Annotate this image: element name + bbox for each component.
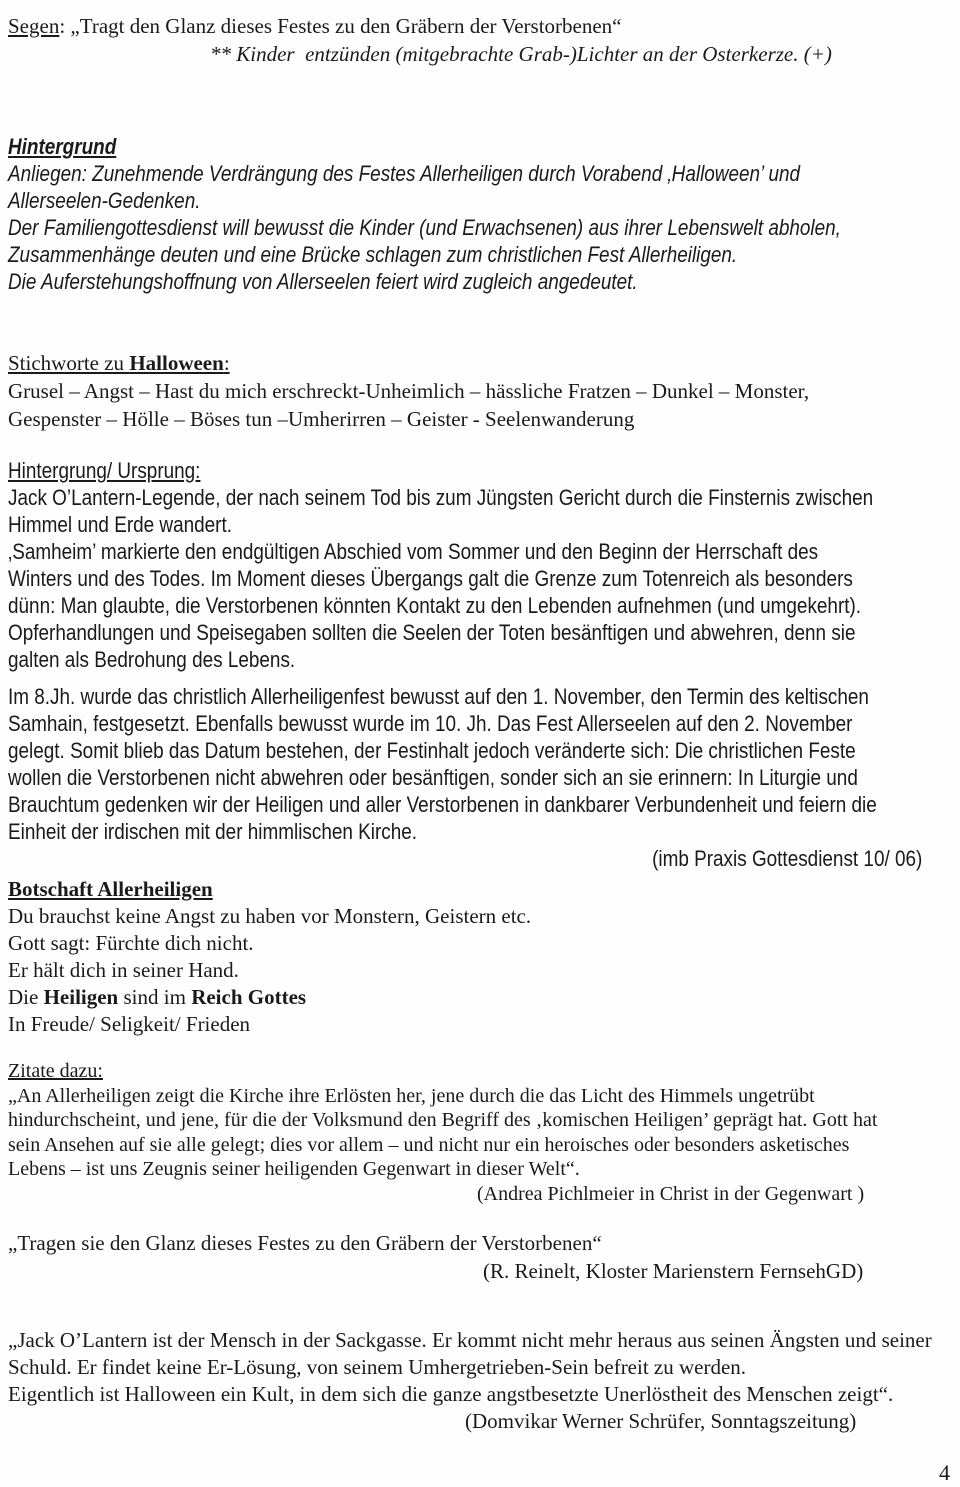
botschaft-heading: Botschaft Allerheiligen — [8, 877, 213, 901]
zitate-section — [8, 1059, 960, 1206]
botschaft-line4-part: sind im — [118, 985, 192, 1009]
kinder-line: ** Kinder entzünden (mitgebrachte Grab-)Lichter an der Osterkerze. (+) — [210, 42, 832, 66]
segen-text: : „Tragt den Glanz dieses Festes zu den Gräbern der Verstorbenen“ — [59, 14, 622, 38]
paragraph-line — [8, 984, 960, 1011]
paragraph-line: Einheit der irdischen mit der himmlischen Kirche. — [8, 819, 418, 844]
paragraph-line: Winters und des Todes. Im Moment dieses Übergangs galt die Grenze zum Totenreich als besonders — [8, 566, 853, 591]
paragraph-line: Grusel – Angst – Hast du mich erschreckt-Unheimlich – hässliche Fratzen – Dunkel – Monster, — [8, 379, 810, 403]
paragraph-line: Der Familiengottesdienst will bewusst die Kinder (und Erwachsenen) aus ihrer Lebenswelt abholen, — [8, 215, 841, 240]
paragraph-line: Gespenster – Hölle – Böses tun –Umherirren – Geister - Seelenwanderung — [8, 407, 635, 431]
stichworte-heading — [8, 349, 960, 377]
paragraph-line: Himmel und Erde wandert. — [8, 512, 232, 537]
attribution: (Domvikar Werner Schrüfer, Sonntagszeitung) — [465, 1409, 857, 1433]
botschaft-line4-bold: Reich Gottes — [191, 985, 307, 1009]
stichworte-heading-suffix: : — [223, 351, 230, 375]
paragraph-line: Brauchtum gedenken wir der Heiligen und aller Verstorbenen in dankbarer Verbundenheit und feiern die — [8, 792, 877, 817]
segen-line — [8, 12, 960, 40]
quote-line: Schuld. Er findet keine Er-Lösung, von seinem Umhergetrieben-Sein befreit zu werden. — [8, 1355, 747, 1379]
paragraph-gap — [8, 673, 960, 683]
quote-line: Lebens – ist uns Zeugnis seiner heiligenden Gegenwart in dieser Welt“. — [8, 1158, 580, 1180]
paragraph-line: In Freude/ Seligkeit/ Frieden — [8, 1012, 251, 1036]
attribution: (imb Praxis Gottesdienst 10/ 06) — [652, 846, 923, 871]
ursprung-section — [8, 457, 960, 872]
paragraph-line: wollen die Verstorbenen nicht abwehren oder besänftigen, sonder sich an sie erinnern: In Liturgie und — [8, 765, 858, 790]
paragraph-line: Allerseelen-Gedenken. — [8, 188, 201, 213]
quote-line: sein Ansehen auf sie alle gelegt; dies vor allem – und nicht nur ein heroisches oder besonders asketisches — [8, 1133, 850, 1156]
paragraph-line: Du brauchst keine Angst zu haben vor Monstern, Geistern etc. — [8, 904, 532, 928]
paragraph-line: Samhain, festgesetzt. Ebenfalls bewusst wurde im 10. Jh. Das Fest Allerseelen auf den 2. November — [8, 711, 853, 736]
ursprung-heading: Hintergrung/ Ursprung: — [8, 458, 201, 483]
hintergrund-section — [8, 133, 960, 295]
stichworte-heading-prefix: Stichworte zu — [8, 351, 130, 375]
quote-line: hindurchscheint, und jene, für die der Volksmund den Begriff des ‚komischen Heiligen’ geprägt hat. Gott hat — [8, 1109, 878, 1131]
paragraph-line: Er hält dich in seiner Hand. — [8, 958, 239, 982]
attribution: (Andrea Pichlmeier in Christ in der Gegenwart ) — [477, 1182, 865, 1205]
paragraph-line: Zusammenhänge deuten und eine Brücke schlagen zum christlichen Fest Allerheiligen. — [8, 242, 738, 267]
paragraph-line: gelegt. Somit blieb das Datum bestehen, der Festinhalt jedoch veränderte sich: Die christlichen Feste — [8, 738, 856, 763]
botschaft-line4-bold: Heiligen — [43, 985, 119, 1009]
zitate-heading: Zitate dazu: — [8, 1060, 103, 1082]
paragraph-line: Die Auferstehungshoffnung von Allerseelen feiert wird zugleich angedeutet. — [8, 269, 638, 294]
paragraph-line: galten als Bedrohung des Lebens. — [8, 647, 296, 672]
page-number: 4 — [939, 1460, 950, 1485]
quote2-section — [8, 1229, 960, 1285]
paragraph-line: Opferhandlungen und Speisegaben sollten die Seelen der Toten besänftigen und abwehren, denn sie — [8, 620, 856, 645]
botschaft-line4-part: Die — [8, 985, 44, 1009]
quote-line: „Tragen sie den Glanz dieses Festes zu den Gräbern der Verstorbenen“ — [8, 1231, 602, 1255]
paragraph-line: Anliegen: Zunehmende Verdrängung des Festes Allerheiligen durch Vorabend ‚Halloween’ und — [8, 161, 801, 186]
quote-line: Eigentlich ist Halloween ein Kult, in dem sich die ganze angstbesetzte Unerlöstheit des Menschen zeigt“. — [8, 1382, 894, 1406]
botschaft-section — [8, 876, 960, 1038]
stichworte-heading-bold: Halloween — [129, 351, 224, 375]
quote-line: „An Allerheiligen zeigt die Kirche ihre Erlösten her, jene durch die das Licht des Himmels ungetrübt — [8, 1084, 815, 1107]
segen-label: Segen — [8, 14, 60, 38]
paragraph-line: Gott sagt: Fürchte dich nicht. — [8, 931, 254, 955]
paragraph-line: ‚Samheim’ markierte den endgültigen Abschied vom Sommer und den Beginn der Herrschaft des — [8, 539, 819, 564]
stichworte-section — [8, 349, 960, 433]
paragraph-line: Im 8.Jh. wurde das christlich Allerheiligenfest bewusst auf den 1. November, den Termin des keltischen — [8, 684, 869, 709]
paragraph-line: dünn: Man glaubte, die Verstorbenen könnten Kontakt zu den Lebenden aufnehmen (und umgekehrt). — [8, 593, 862, 618]
attribution: (R. Reinelt, Kloster Marienstern FernsehGD) — [483, 1259, 864, 1283]
segen-section — [8, 12, 960, 68]
quote-line: „Jack O’Lantern ist der Mensch in der Sackgasse. Er kommt nicht mehr heraus aus seinen Ängsten und seiner — [8, 1328, 932, 1352]
quote3-section — [8, 1327, 960, 1435]
hintergrund-heading: Hintergrund — [8, 134, 117, 159]
paragraph-line: Jack O’Lantern-Legende, der nach seinem Tod bis zum Jüngsten Gericht durch die Finsternis zwischen — [8, 485, 874, 510]
